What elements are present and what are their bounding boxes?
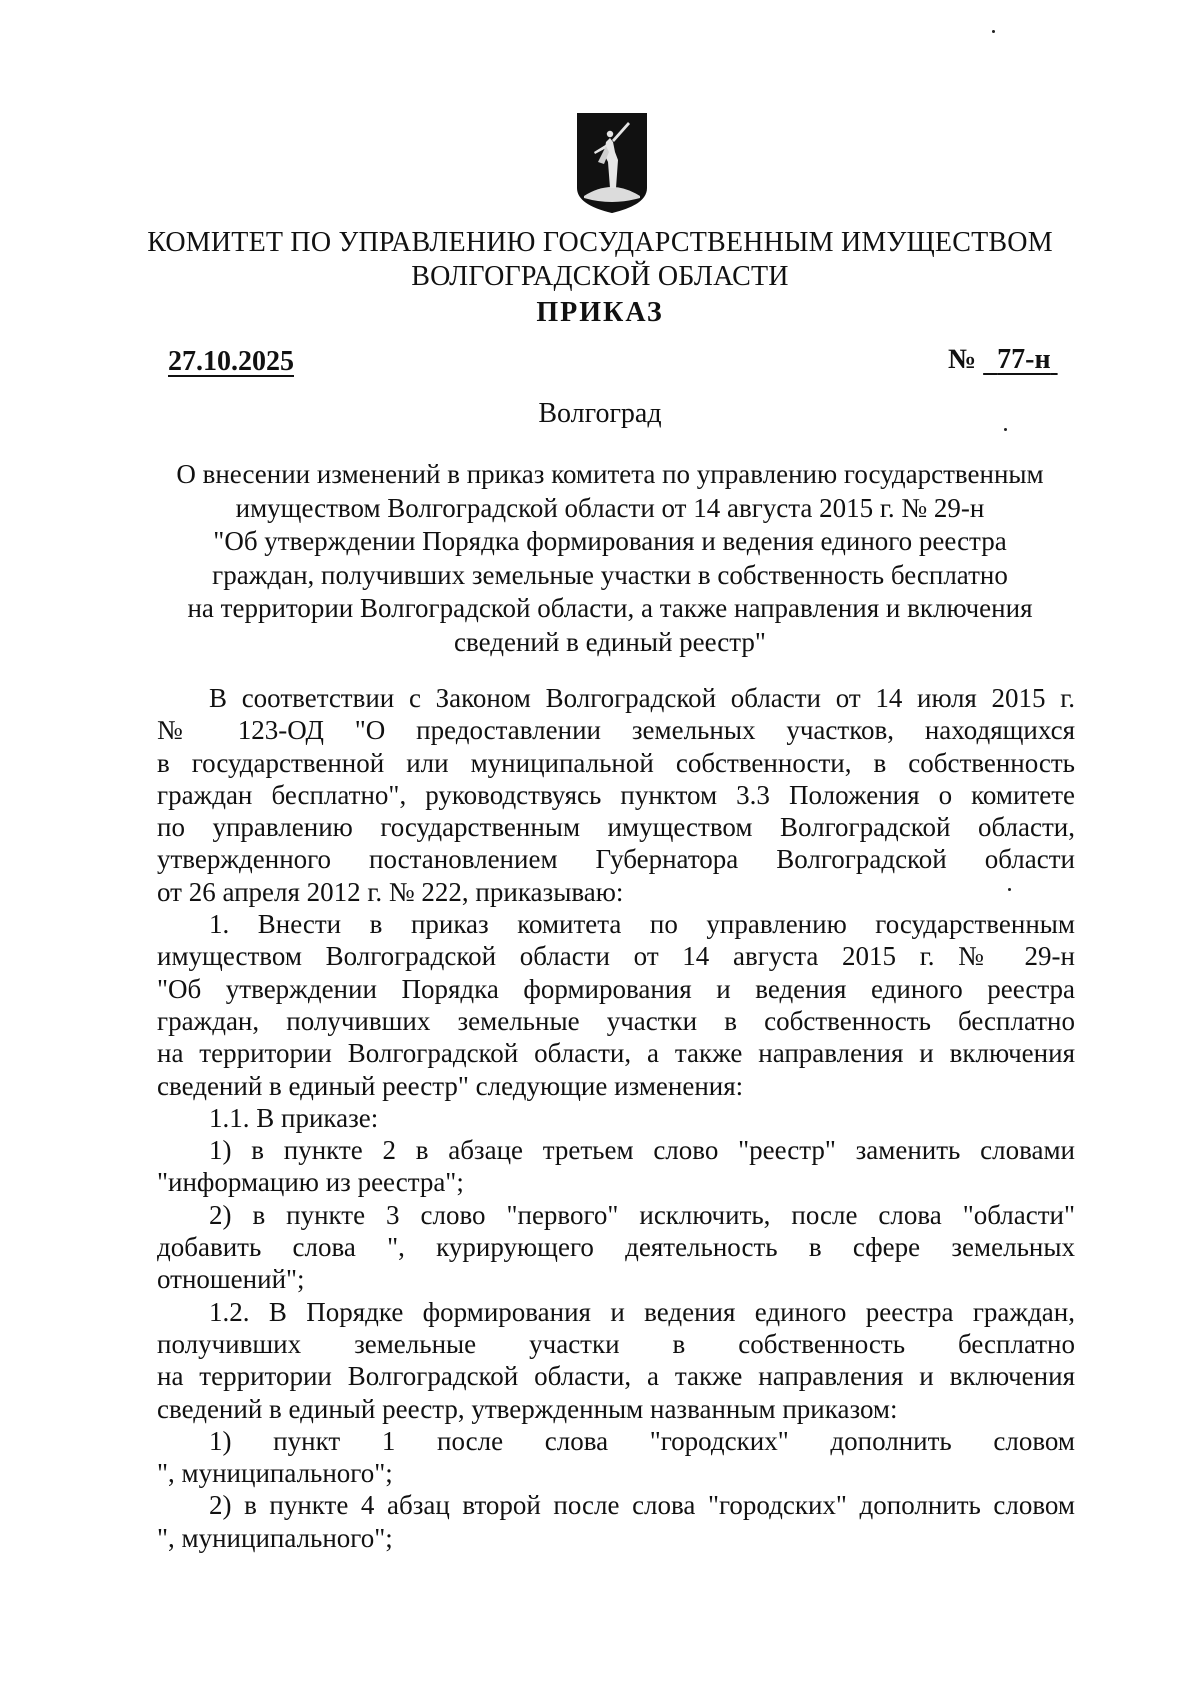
body-text-line: граждан, получивших земельные участки в собственность бесплатно bbox=[157, 1005, 1075, 1036]
order-date bbox=[154, 346, 308, 378]
body-text-line: 1) в пункте 2 в абзаце третьем слово "реестр" заменить словами bbox=[209, 1135, 1075, 1166]
number-sign: № bbox=[948, 344, 977, 375]
volgograd-coat-of-arms-icon bbox=[576, 112, 648, 214]
body-text-line: "информацию из реестра"; bbox=[157, 1167, 464, 1198]
subject-line: "Об утверждении Порядка формирования и ведения единого реестра bbox=[213, 526, 1007, 557]
subject-line: имуществом Волгоградской области от 14 августа 2015 г. № 29-н bbox=[235, 492, 985, 523]
scan-speck bbox=[992, 30, 995, 33]
subject-line: на территории Волгоградской области, а также направления и включения bbox=[187, 593, 1033, 624]
body-text-line: ", муниципального"; bbox=[157, 1522, 393, 1553]
body-text-line: на территории Волгоградской области, а также направления и включения bbox=[157, 1361, 1075, 1392]
body-text-line: имуществом Волгоградской области от 14 августа 2015 г. № 29-н bbox=[157, 941, 1075, 972]
order-date-value: 27.10.2025 bbox=[168, 346, 294, 377]
body-text-line: на территории Волгоградской области, а также направления и включения bbox=[157, 1038, 1075, 1069]
body-text-line: граждан бесплатно", руководствуясь пунктом 3.3 Положения о комитете bbox=[157, 779, 1075, 810]
organization-name-line-2: ВОЛГОГРАДСКОЙ ОБЛАСТИ bbox=[411, 261, 789, 292]
body-text-line: № 123-ОД "О предоставлении земельных участков, находящихся bbox=[157, 715, 1075, 746]
body-text-line: от 26 апреля 2012 г. № 222, приказываю: bbox=[157, 876, 624, 907]
body-text-line: "Об утверждении Порядка формирования и ведения единого реестра bbox=[157, 973, 1075, 1004]
document-type-title: ПРИКАЗ bbox=[536, 297, 664, 328]
subject-line: граждан, получивших земельные участки в собственность бесплатно bbox=[212, 559, 1008, 590]
body-text-line: ", муниципального"; bbox=[157, 1458, 393, 1489]
issue-city: Волгоград bbox=[538, 398, 662, 429]
order-number-value bbox=[983, 344, 1057, 375]
body-text-line: по управлению государственным имуществом Волгоградской области, bbox=[157, 812, 1075, 843]
body-text-line: добавить слова ", курирующего деятельность в сфере земельных bbox=[157, 1232, 1075, 1263]
body-text-line: сведений в единый реестр, утвержденным названным приказом: bbox=[157, 1393, 898, 1424]
body-text-line: 2) в пункте 4 абзац второй после слова "городских" дополнить словом bbox=[209, 1490, 1075, 1521]
order-number bbox=[948, 344, 1058, 376]
body-text-line: отношений"; bbox=[157, 1264, 305, 1295]
body-text-line: в государственной или муниципальной собственности, в собственность bbox=[157, 747, 1075, 778]
order-body bbox=[157, 682, 1075, 1554]
body-text-line: В соответствии с Законом Волгоградской области от 14 июля 2015 г. bbox=[209, 683, 1075, 713]
body-text-line: 1. Внести в приказ комитета по управлению государственным bbox=[209, 909, 1075, 940]
body-text-line: 1.2. В Порядке формирования и ведения единого реестра граждан, bbox=[209, 1296, 1075, 1327]
order-number-text: 77-н bbox=[997, 344, 1051, 375]
body-text-line: 1.1. В приказе: bbox=[209, 1102, 379, 1133]
order-subject bbox=[140, 458, 1080, 660]
body-text-line: утвержденного постановлением Губернатора Волгоградской области bbox=[157, 844, 1075, 875]
body-text-line: 2) в пункте 3 слово "первого" исключить, после слова "области" bbox=[209, 1199, 1075, 1230]
body-text-line: 1) пункт 1 после слова "городских" дополнить словом bbox=[209, 1425, 1075, 1456]
organization-name-line-1: КОМИТЕТ ПО УПРАВЛЕНИЮ ГОСУДАРСТВЕННЫМ ИМУЩЕСТВОМ bbox=[147, 227, 1053, 258]
subject-line: О внесении изменений в приказ комитета по управлению государственным bbox=[176, 459, 1044, 489]
subject-line: сведений в единый реестр" bbox=[454, 626, 766, 657]
body-text-line: получивших земельные участки в собственность бесплатно bbox=[157, 1328, 1075, 1359]
body-text-line: сведений в единый реестр" следующие изменения: bbox=[157, 1070, 744, 1101]
